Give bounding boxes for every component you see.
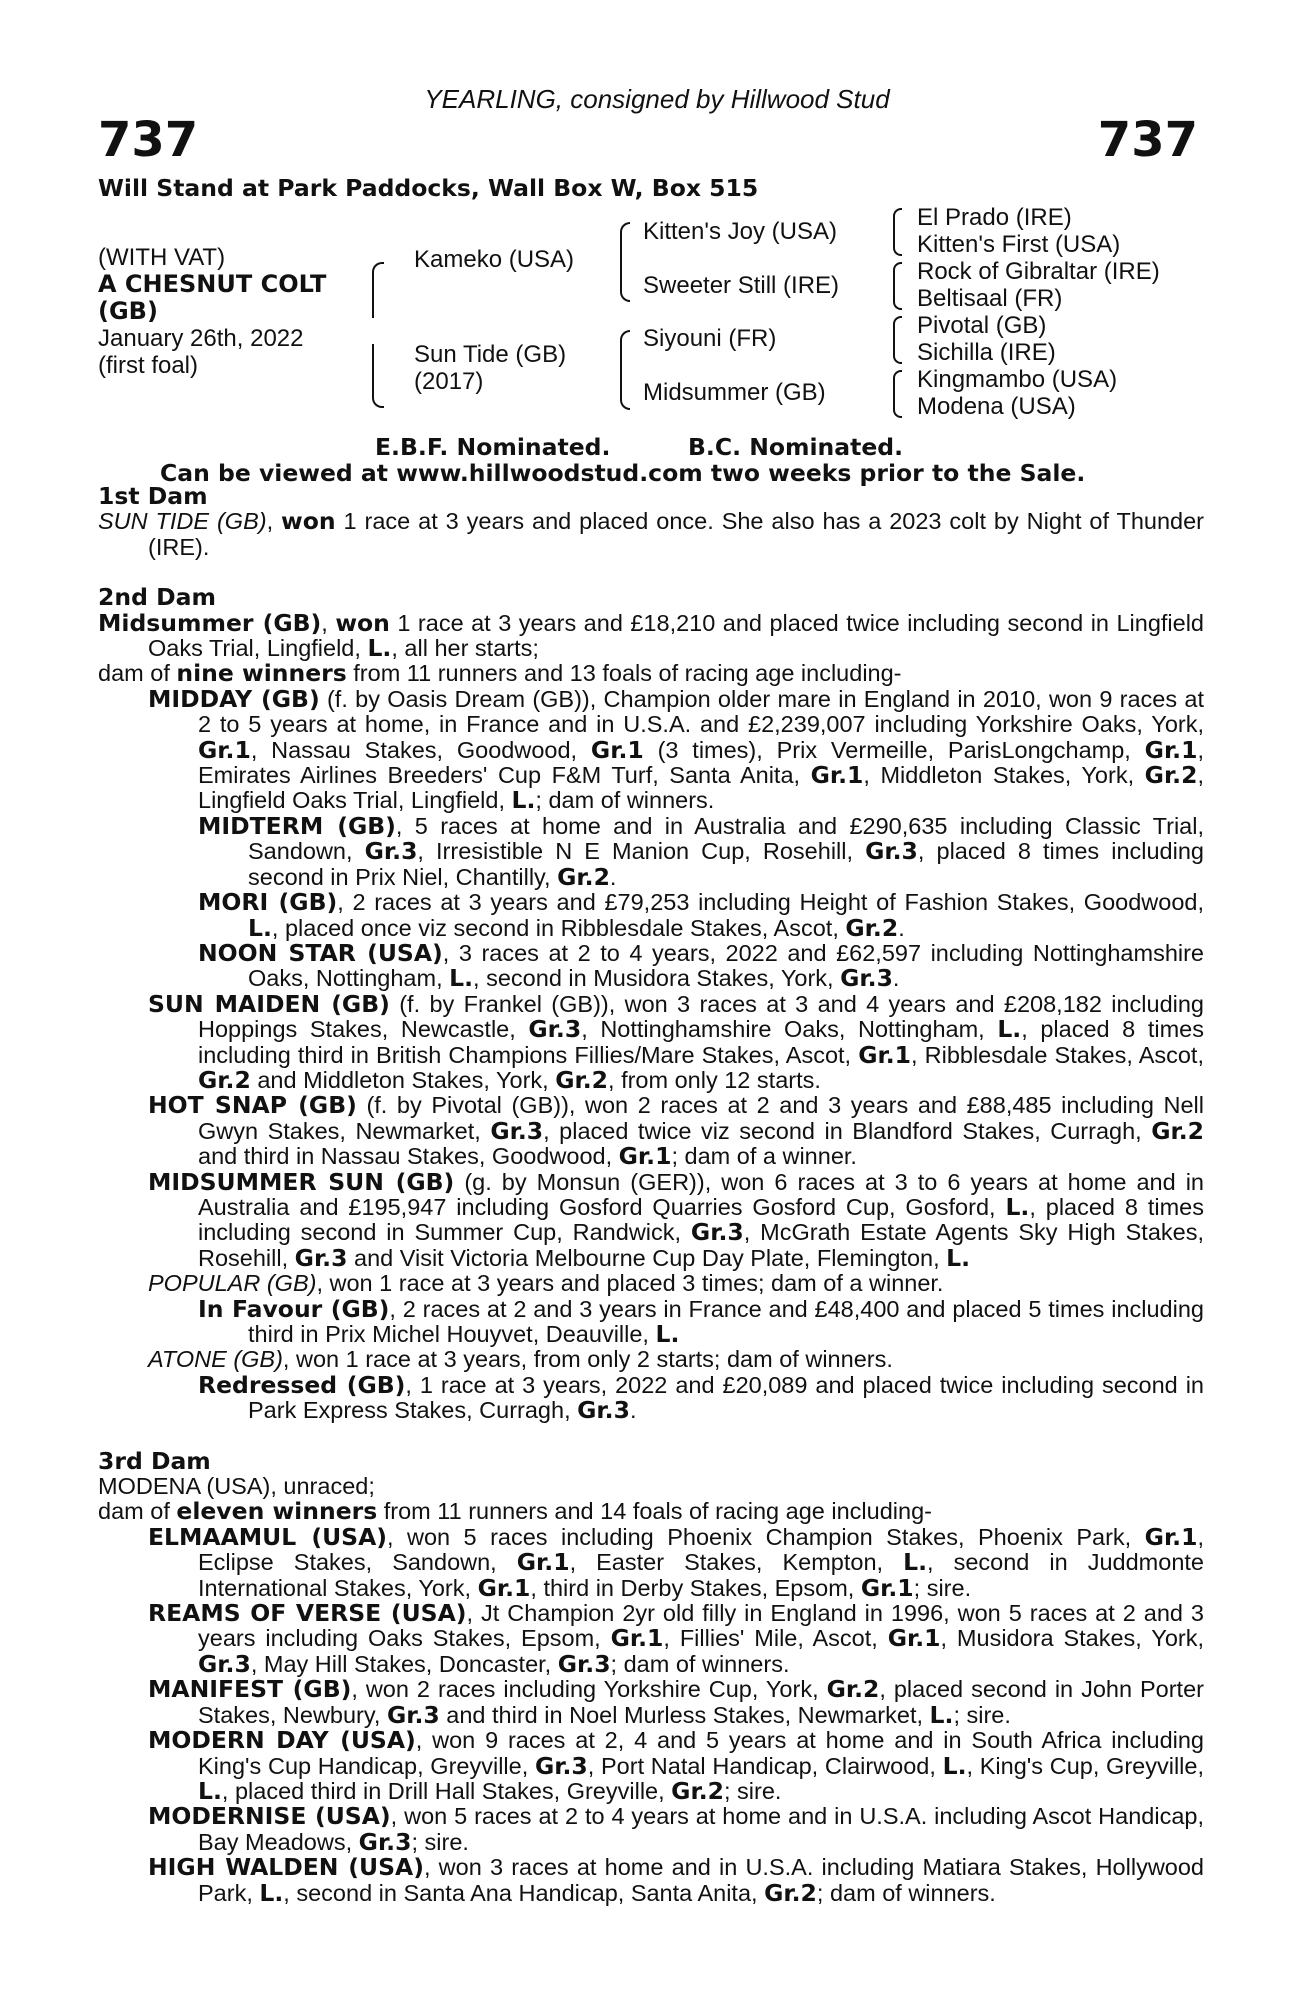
- first-dam-heading: 1st Dam: [98, 482, 208, 510]
- lot-description: [98, 244, 358, 379]
- produce-entry: MODERN DAY (USA), won 9 races at 2, 4 and 5 years at home and in South Africa including King's Cup Handicap, Greyville, Gr.3, Port Natal Handicap, Clairwood, L., King's Cup, Greyville, L., placed third in Drill Hall Stakes, Greyville, Gr.2; sire.: [148, 1726, 1204, 1805]
- lot-number-right: 737: [1097, 112, 1198, 168]
- stand-location: Will Stand at Park Paddocks, Wall Box W, Box 515: [98, 174, 759, 202]
- produce-entry: ELMAAMUL (USA), won 5 races including Phoenix Champion Stakes, Phoenix Park, Gr.1, Eclipse Stakes, Sandown, Gr.1, Easter Stakes, Kempton, L., second in Juddmonte International Stakes, York, Gr.1, third in Derby Stakes, Epsom, Gr.1; sire.: [148, 1522, 1204, 1602]
- listed-label: L.: [367, 634, 392, 663]
- bc-nomination: B.C. Nominated.: [688, 433, 904, 461]
- produce-entry: In Favour (GB), 2 races at 2 and 3 years in France and £48,400 and placed 5 times including third in Prix Michel Houyvet, Deauville, L.: [198, 1294, 1204, 1348]
- grandsire-5: Pivotal (GB): [917, 312, 1047, 339]
- produce-entry: POPULAR (GB), won 1 race at 3 years and placed 3 times; dam of a winner.: [148, 1270, 944, 1297]
- gdam-brace-3: [893, 316, 902, 364]
- grandsire-8: Modena (USA): [917, 393, 1076, 420]
- winners-count: nine winners: [176, 659, 347, 688]
- dam-brace: [620, 330, 630, 410]
- second-dam-name: Midsummer (GB): [98, 608, 322, 637]
- third-dam-produce-summary: dam of eleven winners from 11 runners and 14 foals of racing age including-: [98, 1497, 932, 1526]
- second-dam-entry: Midsummer (GB), won 1 race at 3 years and £18,210 and placed twice including second in Lingfield Oaks Trial, Lingfield, L., all her starts;: [98, 608, 1205, 663]
- produce-entry: ATONE (GB), won 1 race at 3 years, from only 2 starts; dam of winners.: [148, 1346, 893, 1373]
- produce-entry: NOON STAR (USA), 3 races at 2 to 4 years, 2022 and £62,597 including Nottinghamshire Oaks, Nottingham, L., second in Musidora Stakes, York, Gr.3.: [198, 938, 1205, 993]
- produce-entry: HIGH WALDEN (USA), won 3 races at home and in U.S.A. including Matiara Stakes, Hollywood Park, L., second in Santa Ana Handicap, Santa Anita, Gr.2; dam of winners.: [148, 1853, 1204, 1907]
- grandsire-6: Sichilla (IRE): [917, 339, 1056, 366]
- second-dam-produce-summary: dam of nine winners from 11 runners and 13 foals of racing age including-: [98, 659, 902, 688]
- colt-description: A CHESNUT COLT: [98, 270, 327, 298]
- dam-dam: Midsummer (GB): [643, 379, 826, 406]
- sire-dam: Sweeter Still (IRE): [643, 272, 840, 299]
- produce-entry: REAMS OF VERSE (USA), Jt Champion 2yr old filly in England in 1996, won 5 races at 2 and 3 years including Oaks Stakes, Epsom, Gr.1, Fillies' Mile, Ascot, Gr.1, Musidora Stakes, York, Gr.3, May Hill Stakes, Doncaster, Gr.3; dam of winners.: [148, 1599, 1205, 1678]
- colt-origin: (GB): [98, 297, 158, 325]
- grandsire-7: Kingmambo (USA): [917, 366, 1118, 393]
- third-dam-heading: 3rd Dam: [98, 1446, 211, 1475]
- vat-note: (WITH VAT): [98, 244, 226, 271]
- consignment-line: YEARLING, consigned by Hillwood Stud: [424, 84, 890, 114]
- second-dam-heading: 2nd Dam: [98, 583, 216, 612]
- foal-note: (first foal): [98, 352, 199, 379]
- grandsire-4: Beltisaal (FR): [917, 285, 1063, 312]
- sire-brace: [620, 222, 630, 302]
- produce-entry: MORI (GB), 2 races at 3 years and £79,253 including Height of Fashion Stakes, Goodwood, L., placed once viz second in Ribblesdale Stakes, Ascot, Gr.2.: [198, 888, 1204, 942]
- dam-sire: Siyouni (FR): [643, 325, 777, 352]
- won-label: won: [281, 507, 336, 536]
- produce-entry: MIDDAY (GB) (f. by Oasis Dream (GB)), Champion older mare in England in 2010, won 9 races at 2 to 5 years at home, in France and in U.S.A. and £2,239,007 including Yorkshire Oaks, York, Gr.1, Nassau Stakes, Goodwood, Gr.1 (3 times), Prix Vermeille, ParisLongchamp, Gr.1, Emirates Airlines Breeders' Cup F&M Turf, Santa Anita, Gr.1, Middleton Stakes, York, Gr.2, Lingfield Oaks Trial, Lingfield, L.; dam of winners.: [148, 684, 1204, 815]
- produce-entry: HOT SNAP (GB) (f. by Pivotal (GB)), won 2 races at 2 and 3 years and £88,485 including Nell Gwyn Stakes, Newmarket, Gr.3, placed twice viz second in Blandford Stakes, Curragh, Gr.2 and third in Nassau Stakes, Goodwood, Gr.1; dam of a winner.: [148, 1091, 1204, 1171]
- dam-name: Sun Tide (GB): [414, 341, 567, 368]
- foaling-date: January 26th, 2022: [98, 325, 304, 352]
- dam-year: (2017): [414, 368, 484, 395]
- gdam-brace-2: [893, 262, 902, 310]
- sire-sire: Kitten's Joy (USA): [643, 218, 837, 245]
- won-label: won: [335, 608, 390, 637]
- catalogue-body: [98, 484, 1204, 1906]
- produce-entry: MIDSUMMER SUN (GB) (g. by Monsun (GER)), won 6 races at 3 to 6 years at home and in Australia and £195,947 including Gosford Quarries Gosford Cup, Gosford, L., placed 8 times including second in Summer Cup, Randwick, Gr.3, McGrath Estate Agents Sky High Stakes, Rosehill, Gr.3 and Visit Victoria Melbourne Cup Day Plate, Flemington, L.: [148, 1167, 1204, 1272]
- winners-count: eleven winners: [176, 1497, 378, 1526]
- ebf-nomination: E.B.F. Nominated.: [375, 433, 611, 461]
- pedigree-brace-top: [372, 262, 384, 318]
- first-dam-text: 1 race at 3 years and placed once. She also has a 2023 colt by Night of Thunder (IRE).: [148, 508, 1205, 560]
- first-dam-name: SUN TIDE (GB): [98, 508, 267, 535]
- third-dam-name: MODENA (USA), unraced;: [98, 1473, 375, 1500]
- sire-name: Kameko (USA): [414, 246, 575, 273]
- first-dam-entry: SUN TIDE (GB), won 1 race at 3 years and placed once. She also has a 2023 colt by Night of Thunder (IRE).: [98, 507, 1205, 560]
- produce-entry: MODERNISE (USA), won 5 races at 2 to 4 years at home and in U.S.A. including Ascot Handicap, Bay Meadows, Gr.3; sire.: [148, 1802, 1204, 1856]
- grandsire-2: Kitten's First (USA): [917, 231, 1121, 258]
- viewing-note: Can be viewed at www.hillwoodstud.com two weeks prior to the Sale.: [160, 459, 1086, 487]
- pedigree-brace-bottom: [372, 344, 384, 408]
- second-dam-text: 1 race at 3 years and £18,210 and placed twice including second in Lingfield Oaks Trial, Lingfield,: [148, 609, 1205, 662]
- produce-entry: SUN MAIDEN (GB) (f. by Frankel (GB)), won 3 races at 3 and 4 years and £208,182 including Hoppings Stakes, Newcastle, Gr.3, Nottinghamshire Oaks, Nottingham, L., placed 8 times including third in British Champions Fillies/Mare Stakes, Ascot, Gr.1, Ribblesdale Stakes, Ascot, Gr.2 and Middleton Stakes, York, Gr.2, from only 12 starts.: [148, 989, 1204, 1094]
- lot-number-left: 737: [98, 112, 199, 168]
- produce-entry: MANIFEST (GB), won 2 races including Yorkshire Cup, York, Gr.2, placed second in John Porter Stakes, Newbury, Gr.3 and third in Noel Murless Stakes, Newmarket, L.; sire.: [148, 1675, 1204, 1729]
- second-dam-text-end: , all her starts;: [391, 635, 539, 662]
- grandsire-1: El Prado (IRE): [917, 204, 1072, 231]
- produce-entry: MIDTERM (GB), 5 races at home and in Australia and £290,635 including Classic Trial, Sandown, Gr.3, Irresistible N E Manion Cup, Rosehill, Gr.3, placed 8 times including second in Prix Niel, Chantilly, Gr.2.: [198, 811, 1205, 891]
- grandsire-3: Rock of Gibraltar (IRE): [917, 258, 1160, 285]
- gdam-brace-4: [893, 370, 902, 418]
- gdam-brace-1: [893, 208, 902, 256]
- produce-entry: Redressed (GB), 1 race at 3 years, 2022 and £20,089 and placed twice including second in Park Express Stakes, Curragh, Gr.3.: [198, 1370, 1204, 1425]
